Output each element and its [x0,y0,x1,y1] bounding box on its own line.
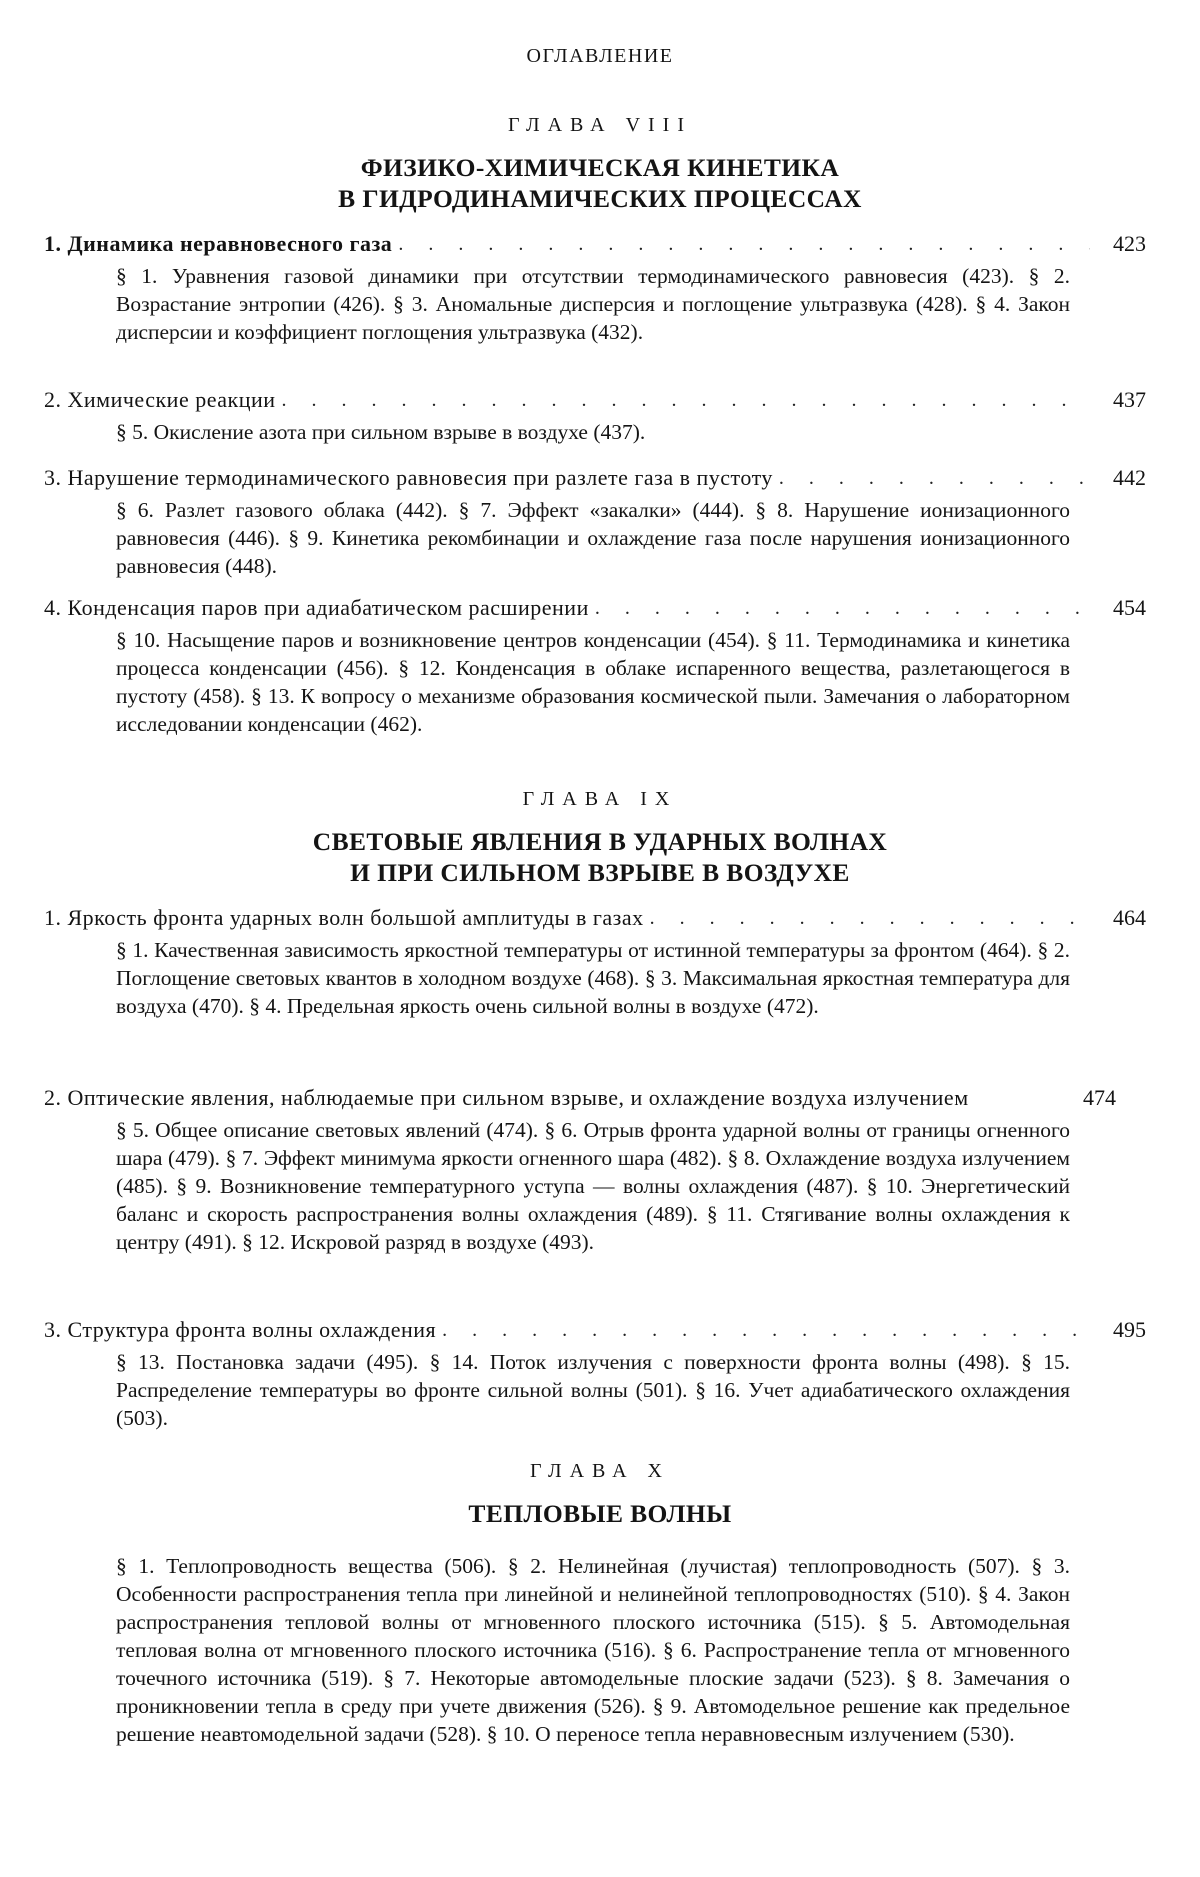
toc-entry[interactable] [44,1316,1146,1432]
dot-leader [282,386,1090,414]
running-head: ОГЛАВЛЕНИЕ [526,45,674,67]
entry-title: 3. Нарушение термодинамического равновесия при разлете газа в пустоту [44,465,773,490]
toc-entry[interactable] [44,464,1146,580]
entry-title: 2. Оптические явления, наблюдаемые при сильном взрыве, и охлаждение воздуха излучением [44,1085,969,1110]
entry-title: 1. Яркость фронта ударных волн большой амплитуды в газах [44,905,644,930]
chapter-label: ГЛАВА VIII [507,114,692,136]
chapter-title-line: ФИЗИКО-ХИМИЧЕСКАЯ КИНЕТИКА [360,153,840,182]
chapter-8-heading [0,112,1200,214]
entry-line [44,1316,1146,1344]
entry-title: 4. Конденсация паров при адиабатическом расширении [44,595,589,620]
entry-description: § 1. Качественная зависимость яркостной температуры от истинной температуры за фронтом (464). § 2. Поглощение световых квантов в холодном воздухе (468). § 3. Максимальная яркостная температура для воздуха (470). § 4. Предельная яркость очень сильной волны в воздухе (472). [116,938,1070,1018]
chapter-title [0,826,1200,888]
entry-description: § 6. Разлет газового облака (442). § 7. Эффект «закалки» (444). § 8. Нарушение ионизационного равновесия (446). § 9. Кинетика рекомбинации и охлаждение газа после нарушения ионизационного равновесия (448). [116,498,1070,578]
page-number: 474 [1083,1085,1116,1110]
chapter-title-line: И ПРИ СИЛЬНОМ ВЗРЫВЕ В ВОЗДУХЕ [350,858,850,887]
chapter-title-line: ТЕПЛОВЫЕ ВОЛНЫ [468,1499,732,1528]
page-number: 423 [1113,231,1146,256]
chapter-label: ГЛАВА X [529,1460,671,1482]
toc-entry[interactable] [44,904,1146,1020]
page-number: 442 [1113,465,1146,490]
entry-title: 3. Структура фронта волны охлаждения [44,1317,437,1342]
toc-entry[interactable] [44,230,1146,346]
dot-leader [442,1316,1090,1344]
page-number: 464 [1113,905,1146,930]
entry-line [44,1056,1146,1112]
entry-line [44,230,1146,258]
page-number: 495 [1113,1317,1146,1342]
entry-description: § 13. Постановка задачи (495). § 14. Поток излучения с поверхности фронта волны (498). § 15. Распределение температуры во фронте сильной волны (501). § 16. Учет адиабатического охлаждения (503). [116,1350,1070,1430]
entry-description: § 1. Уравнения газовой динамики при отсутствии термодинамического равновесия (423). § 2. Возрастание энтропии (426). § 3. Аномальные дисперсия и поглощение ультразвука (428). § 4. Закон дисперсии и коэффициент поглощения ультразвука (432). [116,264,1070,344]
page-number: 437 [1113,387,1146,412]
page-number: 454 [1113,595,1146,620]
chapter-9-heading [0,786,1200,888]
toc-entry[interactable] [44,594,1146,738]
entry-title: 1. Динамика неравновесного газа [44,231,393,256]
dot-leader [779,464,1090,492]
toc-entry[interactable] [44,1056,1146,1256]
entry-line [44,904,1146,932]
toc-entry[interactable] [44,386,1146,446]
chapter-title-line: СВЕТОВЫЕ ЯВЛЕНИЯ В УДАРНЫХ ВОЛНАХ [312,827,888,856]
chapter-10-description: § 1. Теплопроводность вещества (506). § 2. Нелинейная (лучистая) теплопроводность (507). § 3. Особенности распространения тепла при линейной и нелинейной теплопроводностях (510). § 4. Закон распространения тепловой волны от мгновенного плоского источника (515). § 5. Автомодельная тепловая волна от мгновенного плоского источника (516). § 6. Распространение тепла от мгновенного точечного источника (519). § 7. Некоторые автомодельные плоские задачи (523). § 8. Замечания о проникновении тепла в среду при учете движения (526). § 9. Автомодельное решение как предельное решение неавтомодельной задачи (528). § 10. О переносе тепла неравновесным излучением (530). [116,1554,1070,1746]
entry-line [44,464,1146,492]
entry-title: 2. Химические реакции [44,387,276,412]
dot-leader [398,230,1090,258]
entry-description: § 10. Насыщение паров и возникновение центров конденсации (454). § 11. Термодинамика и кинетика процесса конденсации (456). § 12. Конденсация в облаке испаренного вещества, разлетающегося в пустоту (458). § 13. К вопросу о механизме образования космической пыли. Замечания о лабораторном исследовании конденсации (462). [116,628,1070,736]
dot-leader [650,904,1090,932]
chapter-title-line: В ГИДРОДИНАМИЧЕСКИХ ПРОЦЕССАХ [338,184,862,213]
chapter-title [0,1498,1200,1529]
entry-line [44,594,1146,622]
dot-leader [595,594,1090,622]
entry-description: § 5. Окисление азота при сильном взрыве в воздухе (437). [116,420,646,444]
entry-line [44,386,1146,414]
chapter-10-heading [0,1458,1200,1529]
chapter-label: ГЛАВА IX [522,788,678,810]
entry-description: § 5. Общее описание световых явлений (474). § 6. Отрыв фронта ударной волны от границы огненного шара (479). § 7. Эффект минимума яркости огненного шара (482). § 8. Охлаждение воздуха излучением (485). § 9. Возникновение температурного уступа — волны охлаждения (487). § 10. Энергетический баланс и скорость распространения волны охлаждения (489). § 11. Стягивание волны охлаждения к центру (491). § 12. Искровой разряд в воздухе (493). [116,1118,1070,1254]
chapter-title [0,152,1200,214]
